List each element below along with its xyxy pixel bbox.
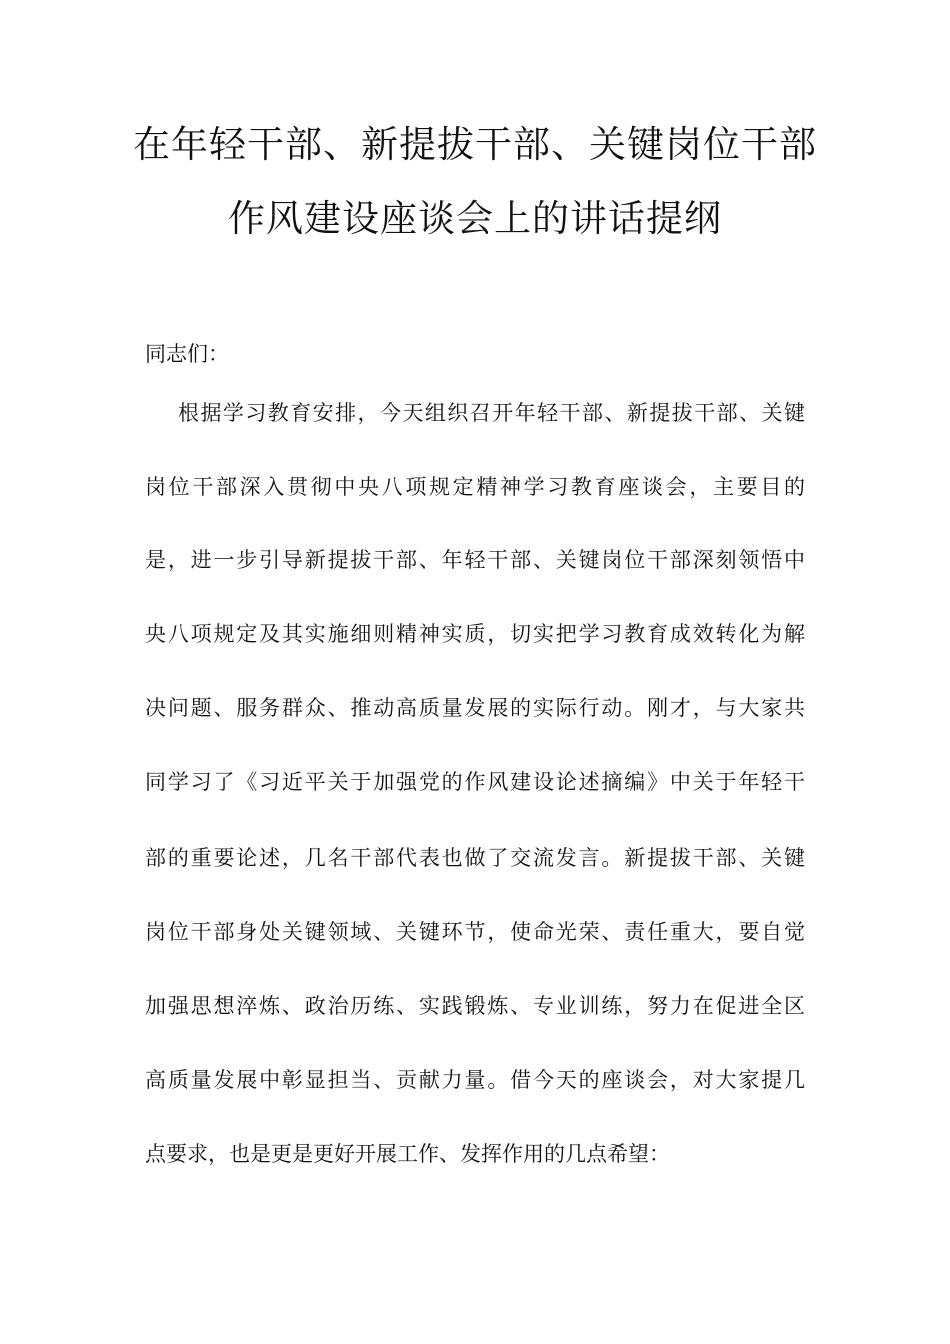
paragraph-line: 部的重要论述，几名干部代表也做了交流发言。新提拔干部、关键 (145, 846, 805, 870)
paragraph-line: 同学习了《习近平关于加强党的作风建设论述摘编》中关于年轻干 (145, 770, 805, 794)
paragraph-line: 央八项规定及其实施细则精神实质，切实把学习教育成效转化为解 (145, 622, 805, 646)
paragraph-line: 加强思想淬炼、政治历练、实践锻炼、专业训练，努力在促进全区 (145, 994, 805, 1018)
paragraph-line: 根据学习教育安排，今天组织召开年轻干部、新提拔干部、关键 (178, 401, 805, 425)
paragraph-line: 是，进一步引导新提拔干部、年轻干部、关键岗位干部深刻领悟中 (145, 548, 805, 572)
salutation: 同志们： (145, 342, 229, 366)
document-title-line-1: 在年轻干部、新提拔干部、关键岗位干部 (133, 123, 817, 166)
document-title-line-2: 作风建设座谈会上的讲话提纲 (228, 197, 722, 240)
paragraph-line: 岗位干部身处关键领域、关键环节，使命光荣、责任重大，要自觉 (145, 920, 805, 944)
paragraph-line: 岗位干部深入贯彻中央八项规定精神学习教育座谈会，主要目的 (145, 475, 805, 499)
paragraph-line: 点要求，也是更是更好开展工作、发挥作用的几点希望： (145, 1142, 670, 1166)
paragraph-line: 决问题、服务群众、推动高质量发展的实际行动。刚才，与大家共 (145, 696, 805, 720)
paragraph-line: 高质量发展中彰显担当、贡献力量。借今天的座谈会，对大家提几 (145, 1068, 805, 1092)
